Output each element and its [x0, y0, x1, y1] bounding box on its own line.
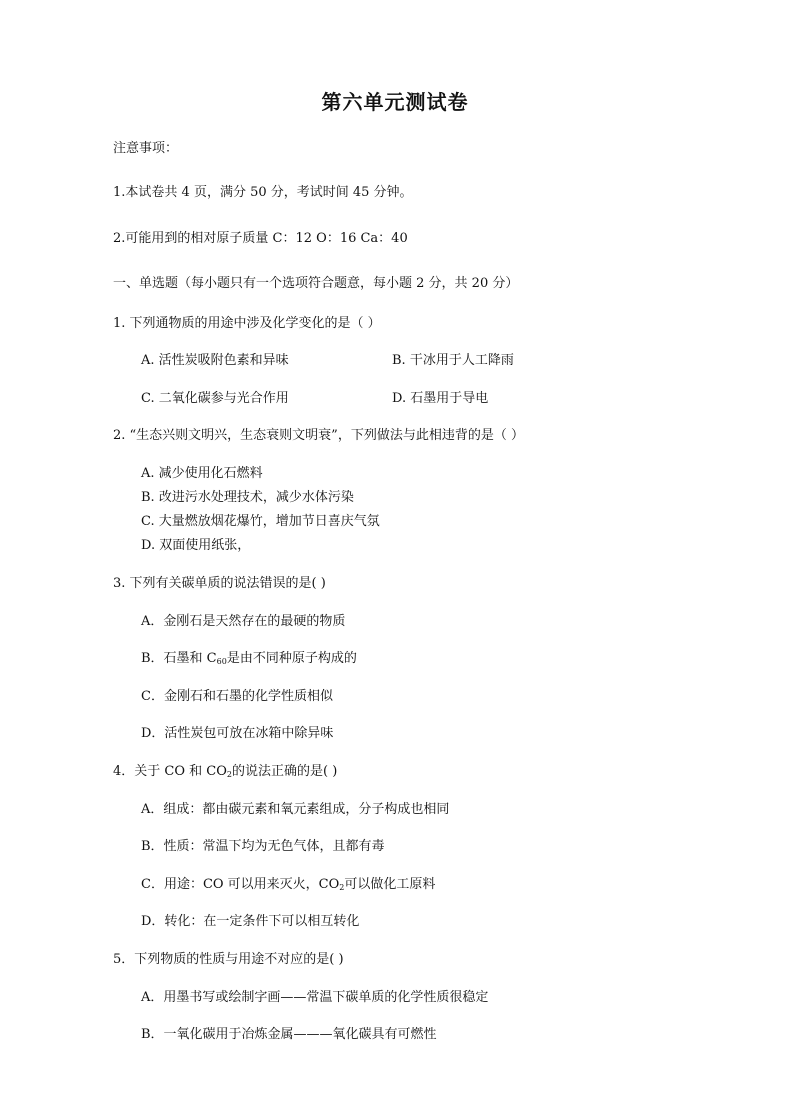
- question-2-option-b: B. 改进污水处理技术，减少水体污染: [141, 490, 354, 505]
- question-1-stem: 1. 下列通物质的用途中涉及化学变化的是（ ）: [113, 316, 381, 331]
- note-item-2: 2.可能用到的相对原子质量 C：12 O：16 Ca：40: [113, 231, 408, 246]
- question-4-stem-text-2: 的说法正确的是( ): [231, 764, 338, 779]
- question-5-option-b: B．一氧化碳用于冶炼金属———氧化碳具有可燃性: [141, 1027, 437, 1042]
- question-4-stem: [113, 763, 337, 784]
- question-3-option-a: A．金刚石是天然存在的最硬的物质: [141, 614, 346, 629]
- question-3-option-b: [141, 650, 357, 671]
- question-4-option-a: A．组成：都由碳元素和氧元素组成，分子构成也相同: [141, 802, 450, 817]
- question-2-option-c: C. 大量燃放烟花爆竹，增加节日喜庆气氛: [141, 514, 380, 529]
- question-5-stem: 5．下列物质的性质与用途不对应的是( ): [113, 952, 344, 967]
- question-1-option-c: C. 二氧化碳参与光合作用: [141, 391, 289, 406]
- question-1-option-a: A. 活性炭吸附色素和异味: [141, 353, 289, 368]
- question-3-stem: 3. 下列有关碳单质的说法错误的是( ): [113, 576, 326, 591]
- question-2-stem: 2. “生态兴则文明兴，生态衰则文明衰”，下列做法与此相违背的是（ ）: [113, 428, 524, 443]
- question-1-option-d: D. 石墨用于导电: [392, 391, 489, 406]
- question-4-option-c-text: C．用途：CO 可以用来灭火，CO: [141, 877, 340, 892]
- question-5-option-a: A．用墨书写或绘制字画——常温下碳单质的化学性质很稳定: [141, 990, 489, 1005]
- section-heading: 一、单选题（每小题只有一个选项符合题意，每小题 2 分，共 20 分）: [113, 276, 519, 291]
- subscript: 60: [216, 657, 227, 666]
- question-4-stem-text: 4．关于 CO 和 CO: [113, 764, 227, 779]
- question-3-option-b-text-2: 是由不同种原子构成的: [226, 651, 357, 666]
- question-4-option-b: B．性质：常温下均为无色气体，且都有毒: [141, 839, 385, 854]
- question-4-option-d: D．转化：在一定条件下可以相互转化: [141, 914, 360, 929]
- question-3-option-b-text: B．石墨和 C: [141, 651, 217, 666]
- question-3-option-c: C．金刚石和石墨的化学性质相似: [141, 689, 333, 704]
- subscript: 2: [226, 770, 232, 779]
- page-title: 第六单元测试卷: [321, 90, 469, 114]
- note-item-1: 1.本试卷共 4 页，满分 50 分，考试时间 45 分钟。: [113, 185, 413, 200]
- notes-heading: 注意事项：: [113, 141, 179, 156]
- question-2-option-a: A. 减少使用化石燃料: [141, 466, 263, 481]
- question-3-option-d: D．活性炭包可放在冰箱中除异味: [141, 726, 334, 741]
- question-4-option-c-text-2: 可以做化工原料: [344, 877, 436, 892]
- question-4-option-c: [141, 876, 435, 897]
- subscript: 2: [339, 883, 345, 892]
- question-2-option-d: D. 双面使用纸张，: [141, 538, 251, 553]
- question-1-option-b: B. 干冰用于人工降雨: [392, 353, 514, 368]
